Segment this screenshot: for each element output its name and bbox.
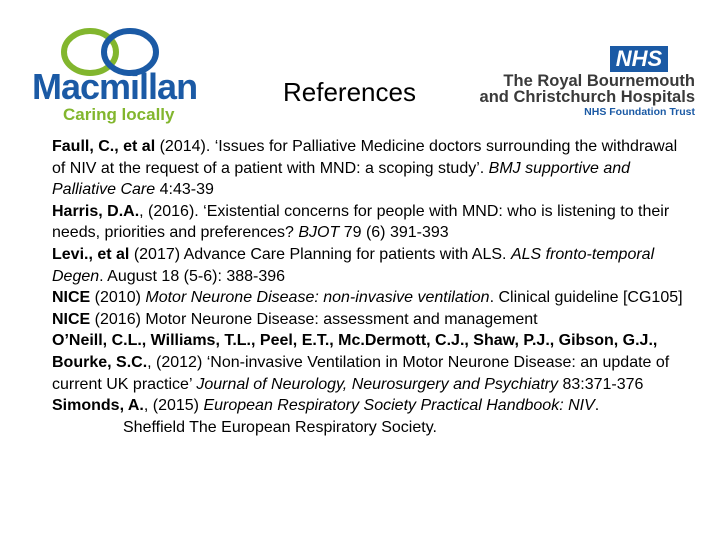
reference-authors: Levi., et al [52, 245, 130, 263]
reference-item [52, 201, 692, 244]
reference-source: BMJ supportive and Palliative Care [52, 159, 631, 199]
reference-details: . Clinical guideline [CG105] [489, 289, 683, 307]
reference-item [52, 287, 692, 309]
trust-name-line3: NHS Foundation Trust [584, 106, 695, 118]
reference-authors: Harris, D.A. [52, 202, 140, 220]
reference-source: Motor Neurone Disease: non-invasive ventilation [145, 289, 490, 307]
macmillan-name: Macmillan [32, 66, 198, 107]
reference-source: BJOT [298, 224, 340, 242]
reference-authors: NICE [52, 289, 91, 307]
reference-text: , (2012) ‘Non-invasive Ventilation in Motor Neurone Disease: an update of current UK practice’ [52, 353, 670, 393]
reference-item [52, 136, 692, 201]
reference-text: , (2015) [143, 397, 204, 415]
reference-authors: O’Neill, C.L., Williams, T.L., Peel, E.T., Mc.Dermott, C.J., Shaw, P.J., Gibson, G.J., Bourke, S.C. [52, 332, 658, 371]
reference-details: . August 18 (5-6): 388-396 [99, 267, 286, 285]
reference-details: 4:43-39 [155, 181, 214, 199]
reference-text: (2016) Motor Neurone Disease: assessment and management [90, 310, 538, 328]
reference-details: 83:371-376 [558, 375, 644, 393]
reference-list [52, 136, 692, 438]
macmillan-tagline: Caring locally [63, 105, 175, 124]
reference-item [52, 330, 692, 395]
macmillan-logo [30, 26, 198, 126]
reference-text: , (2016). ‘Existential concerns for people with MND: who is listening to their needs, priorities and preferences? [52, 202, 670, 242]
reference-source: ALS fronto-temporal Degen [52, 245, 655, 285]
reference-text: (2014). ‘Issues for Palliative Medicine doctors surrounding the withdrawal of NIV at the request of a patient with MND: a scoping study’. [52, 138, 678, 177]
reference-authors: Simonds, A. [52, 397, 144, 415]
trust-name-line1: The Royal Bournemouth [503, 72, 695, 90]
reference-authors: Faull, C., et al [52, 138, 156, 155]
reference-details: 79 (6) 391-393 [339, 224, 449, 242]
page-title: References [283, 77, 416, 107]
reference-item [52, 395, 692, 417]
reference-source: European Respiratory Society Practical Handbook: NIV [203, 397, 595, 415]
trust-name-line2: and Christchurch Hospitals [479, 88, 695, 106]
reference-continuation: Sheffield The European Respiratory Society. [123, 418, 437, 436]
reference-authors: NICE [52, 310, 91, 328]
reference-item [52, 244, 692, 287]
reference-text: (2017) Advance Care Planning for patients with ALS. [129, 245, 511, 263]
reference-details: . [594, 397, 600, 415]
nhs-badge: NHS [610, 46, 668, 72]
reference-source: Journal of Neurology, Neurosurgery and Psychiatry [196, 375, 558, 393]
reference-item [52, 309, 692, 331]
reference-text: (2010) [90, 289, 146, 307]
